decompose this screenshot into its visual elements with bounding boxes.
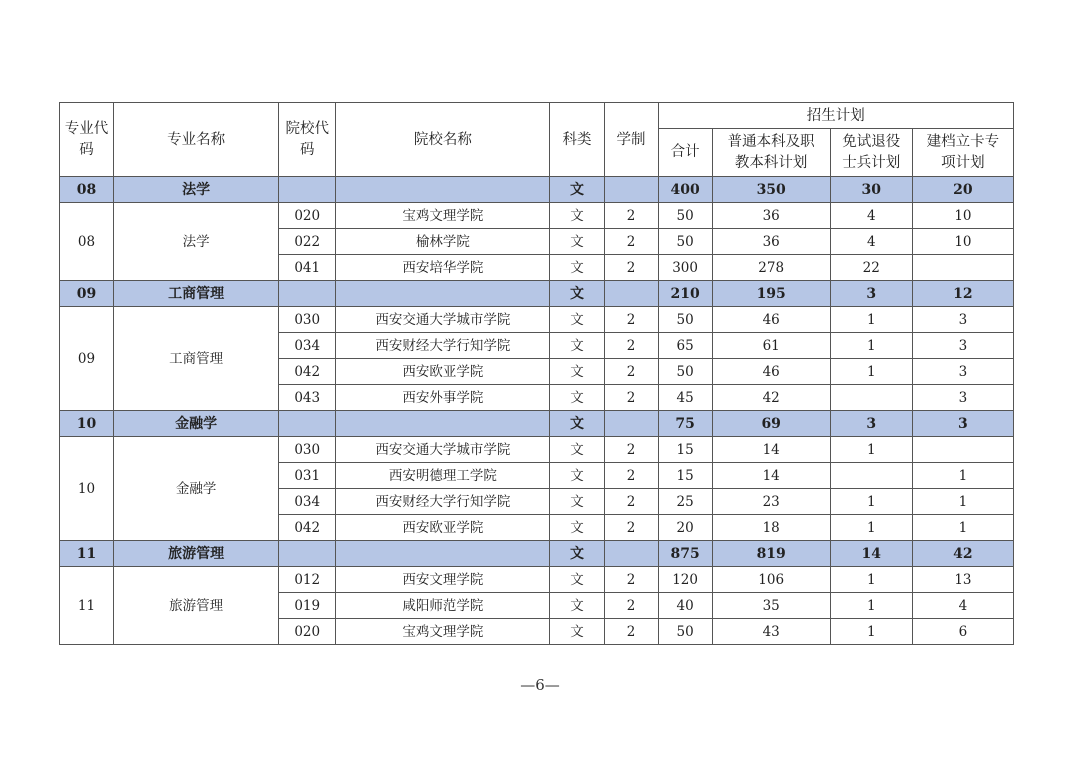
category: 文 (550, 255, 604, 281)
header-school-code: 院校代码 (279, 103, 336, 177)
category: 文 (550, 489, 604, 515)
total: 50 (658, 203, 712, 229)
summary-veteran: 14 (830, 541, 912, 567)
table-row (60, 307, 1014, 333)
major-summary-row (60, 177, 1014, 203)
regular: 43 (712, 619, 830, 645)
total: 25 (658, 489, 712, 515)
header-regular: 普通本科及职教本科计划 (712, 129, 830, 177)
category: 文 (550, 203, 604, 229)
summary-category: 文 (550, 411, 604, 437)
header-category: 科类 (550, 103, 604, 177)
major-code: 10 (60, 437, 114, 541)
category: 文 (550, 385, 604, 411)
duration: 2 (604, 359, 658, 385)
special: 6 (912, 619, 1013, 645)
veteran: 1 (830, 567, 912, 593)
school-code: 012 (279, 567, 336, 593)
summary-total: 875 (658, 541, 712, 567)
school-name: 西安文理学院 (336, 567, 550, 593)
school-code: 042 (279, 515, 336, 541)
total: 45 (658, 385, 712, 411)
regular: 14 (712, 463, 830, 489)
summary-regular: 69 (712, 411, 830, 437)
major-summary-row (60, 411, 1014, 437)
table-row (60, 203, 1014, 229)
special: 4 (912, 593, 1013, 619)
veteran: 1 (830, 593, 912, 619)
school-code: 019 (279, 593, 336, 619)
special (912, 255, 1013, 281)
special: 3 (912, 359, 1013, 385)
veteran: 1 (830, 619, 912, 645)
major-name: 法学 (114, 203, 279, 281)
regular: 35 (712, 593, 830, 619)
summary-major-code: 09 (60, 281, 114, 307)
summary-veteran: 30 (830, 177, 912, 203)
total: 300 (658, 255, 712, 281)
header-total: 合计 (658, 129, 712, 177)
category: 文 (550, 359, 604, 385)
duration: 2 (604, 203, 658, 229)
total: 50 (658, 619, 712, 645)
category: 文 (550, 463, 604, 489)
duration: 2 (604, 619, 658, 645)
regular: 46 (712, 359, 830, 385)
school-code: 043 (279, 385, 336, 411)
summary-major-code: 11 (60, 541, 114, 567)
school-code: 034 (279, 489, 336, 515)
school-name: 西安培华学院 (336, 255, 550, 281)
major-code: 09 (60, 307, 114, 411)
summary-major-code: 08 (60, 177, 114, 203)
table-header (60, 103, 1014, 177)
header-veteran: 免试退役士兵计划 (830, 129, 912, 177)
summary-duration (604, 411, 658, 437)
table-row (60, 437, 1014, 463)
regular: 36 (712, 229, 830, 255)
header-duration: 学制 (604, 103, 658, 177)
summary-total: 400 (658, 177, 712, 203)
school-code: 020 (279, 619, 336, 645)
duration: 2 (604, 489, 658, 515)
summary-school-name (336, 177, 550, 203)
duration: 2 (604, 307, 658, 333)
veteran: 22 (830, 255, 912, 281)
summary-school-code (279, 411, 336, 437)
enrollment-plan-table (59, 102, 1014, 645)
veteran (830, 385, 912, 411)
special: 3 (912, 333, 1013, 359)
summary-school-code (279, 177, 336, 203)
duration: 2 (604, 333, 658, 359)
school-name: 西安欧亚学院 (336, 515, 550, 541)
summary-special: 3 (912, 411, 1013, 437)
school-name: 宝鸡文理学院 (336, 619, 550, 645)
major-name: 旅游管理 (114, 567, 279, 645)
regular: 61 (712, 333, 830, 359)
regular: 46 (712, 307, 830, 333)
summary-school-name (336, 541, 550, 567)
summary-total: 210 (658, 281, 712, 307)
veteran: 4 (830, 229, 912, 255)
summary-school-code (279, 541, 336, 567)
veteran: 1 (830, 359, 912, 385)
duration: 2 (604, 229, 658, 255)
special: 3 (912, 385, 1013, 411)
regular: 23 (712, 489, 830, 515)
regular: 42 (712, 385, 830, 411)
special: 1 (912, 489, 1013, 515)
major-code: 08 (60, 203, 114, 281)
category: 文 (550, 567, 604, 593)
duration: 2 (604, 515, 658, 541)
regular: 18 (712, 515, 830, 541)
school-name: 西安交通大学城市学院 (336, 307, 550, 333)
category: 文 (550, 515, 604, 541)
summary-category: 文 (550, 177, 604, 203)
header-major-name: 专业名称 (114, 103, 279, 177)
school-name: 咸阳师范学院 (336, 593, 550, 619)
summary-major-code: 10 (60, 411, 114, 437)
total: 50 (658, 359, 712, 385)
special: 3 (912, 307, 1013, 333)
school-name: 西安欧亚学院 (336, 359, 550, 385)
header-special: 建档立卡专项计划 (912, 129, 1013, 177)
summary-special: 20 (912, 177, 1013, 203)
category: 文 (550, 437, 604, 463)
school-code: 041 (279, 255, 336, 281)
special: 10 (912, 203, 1013, 229)
major-summary-row (60, 281, 1014, 307)
summary-category: 文 (550, 281, 604, 307)
duration: 2 (604, 567, 658, 593)
school-code: 022 (279, 229, 336, 255)
category: 文 (550, 619, 604, 645)
summary-school-code (279, 281, 336, 307)
school-name: 榆林学院 (336, 229, 550, 255)
school-name: 西安外事学院 (336, 385, 550, 411)
table-row (60, 567, 1014, 593)
summary-total: 75 (658, 411, 712, 437)
veteran: 1 (830, 489, 912, 515)
total: 65 (658, 333, 712, 359)
duration: 2 (604, 437, 658, 463)
summary-regular: 195 (712, 281, 830, 307)
veteran: 4 (830, 203, 912, 229)
total: 40 (658, 593, 712, 619)
summary-regular: 350 (712, 177, 830, 203)
major-summary-row (60, 541, 1014, 567)
summary-special: 12 (912, 281, 1013, 307)
summary-duration (604, 281, 658, 307)
major-name: 工商管理 (114, 307, 279, 411)
summary-major-name: 工商管理 (114, 281, 279, 307)
summary-special: 42 (912, 541, 1013, 567)
category: 文 (550, 593, 604, 619)
veteran: 1 (830, 333, 912, 359)
special: 13 (912, 567, 1013, 593)
total: 120 (658, 567, 712, 593)
school-code: 030 (279, 437, 336, 463)
summary-duration (604, 541, 658, 567)
header-major-code: 专业代码 (60, 103, 114, 177)
school-name: 宝鸡文理学院 (336, 203, 550, 229)
summary-veteran: 3 (830, 411, 912, 437)
duration: 2 (604, 385, 658, 411)
total: 50 (658, 307, 712, 333)
category: 文 (550, 307, 604, 333)
duration: 2 (604, 255, 658, 281)
duration: 2 (604, 463, 658, 489)
veteran: 1 (830, 515, 912, 541)
total: 20 (658, 515, 712, 541)
summary-major-name: 金融学 (114, 411, 279, 437)
total: 15 (658, 463, 712, 489)
summary-veteran: 3 (830, 281, 912, 307)
summary-school-name (336, 411, 550, 437)
special (912, 437, 1013, 463)
summary-category: 文 (550, 541, 604, 567)
regular: 106 (712, 567, 830, 593)
school-name: 西安财经大学行知学院 (336, 489, 550, 515)
school-code: 042 (279, 359, 336, 385)
school-code: 034 (279, 333, 336, 359)
veteran: 1 (830, 307, 912, 333)
school-code: 020 (279, 203, 336, 229)
major-name: 金融学 (114, 437, 279, 541)
summary-regular: 819 (712, 541, 830, 567)
school-name: 西安明德理工学院 (336, 463, 550, 489)
school-code: 031 (279, 463, 336, 489)
category: 文 (550, 229, 604, 255)
veteran (830, 463, 912, 489)
summary-major-name: 法学 (114, 177, 279, 203)
summary-major-name: 旅游管理 (114, 541, 279, 567)
school-code: 030 (279, 307, 336, 333)
total: 15 (658, 437, 712, 463)
veteran: 1 (830, 437, 912, 463)
summary-duration (604, 177, 658, 203)
duration: 2 (604, 593, 658, 619)
regular: 278 (712, 255, 830, 281)
school-name: 西安财经大学行知学院 (336, 333, 550, 359)
header-plan: 招生计划 (658, 103, 1013, 129)
major-code: 11 (60, 567, 114, 645)
regular: 14 (712, 437, 830, 463)
table-body (60, 177, 1014, 645)
special: 1 (912, 463, 1013, 489)
category: 文 (550, 333, 604, 359)
school-name: 西安交通大学城市学院 (336, 437, 550, 463)
total: 50 (658, 229, 712, 255)
regular: 36 (712, 203, 830, 229)
page-number: —6— (520, 676, 560, 694)
summary-school-name (336, 281, 550, 307)
special: 1 (912, 515, 1013, 541)
header-school-name: 院校名称 (336, 103, 550, 177)
special: 10 (912, 229, 1013, 255)
